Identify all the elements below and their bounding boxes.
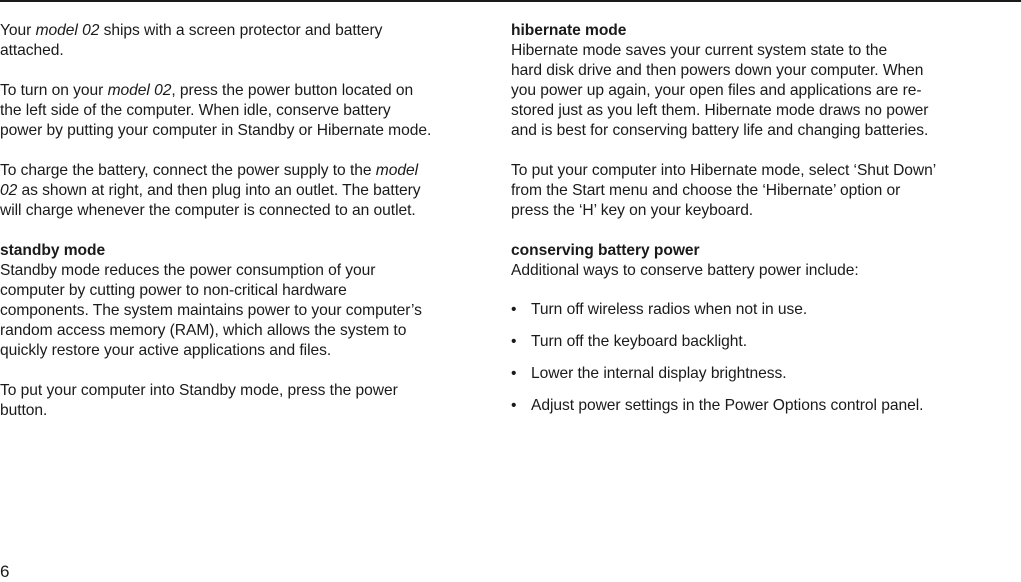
intro-paragraph: Your model 02 ships with a screen protector and battery attached.	[0, 22, 383, 59]
list-item: • Turn off wireless radios when not in use.	[511, 301, 808, 318]
bullet-icon: •	[511, 301, 517, 318]
bullet-icon: •	[511, 365, 517, 382]
list-item: • Lower the internal display brightness.	[511, 365, 787, 382]
standby-heading: standby mode	[0, 242, 106, 259]
top-rule	[0, 0, 1021, 2]
right-column	[511, 21, 1011, 428]
hibernate-instruction-paragraph: To put your computer into Hibernate mode, select ‘Shut Down’ from the Start menu and choose the ‘Hibernate’ option or press the ‘H’ key on your keyboard.	[511, 162, 937, 219]
list-item: • Turn off the keyboard backlight.	[511, 333, 747, 350]
conserving-heading: conserving battery power	[511, 242, 700, 259]
model-name: 02	[0, 182, 18, 199]
bullet-icon: •	[511, 397, 517, 414]
model-name: model 02	[107, 82, 172, 99]
model-name: model 02	[35, 22, 100, 39]
bullet-icon: •	[511, 333, 517, 350]
conserving-bullet-list	[511, 300, 1011, 416]
standby-instruction-paragraph: To put your computer into Standby mode, press the power button.	[0, 382, 398, 419]
hibernate-heading: hibernate mode	[511, 22, 627, 39]
list-item: • Adjust power settings in the Power Options control panel.	[511, 397, 924, 414]
conserving-section: conserving battery power Additional ways to conserve battery power include:	[511, 241, 1011, 281]
left-column	[0, 21, 478, 441]
page-number: 6	[0, 562, 10, 581]
hibernate-section: hibernate mode Hibernate mode saves your current system state to the hard disk drive and then powers down your computer. When you power up again, your open files and applications are re- stored just as you left them. Hibernate mode draws no power and is best for conserving battery life and changing batteries.	[511, 21, 1011, 141]
charging-paragraph: To charge the battery, connect the power supply to the model 02 as shown at right, and then plug into an outlet. The battery will charge whenever the computer is connected to an outlet.	[0, 162, 421, 219]
standby-section: standby mode Standby mode reduces the power consumption of your computer by cutting power to non-critical hardware components. The system maintains power to your computer’s random access memory (RAM), which allows the system to quickly restore your active applications and files.	[0, 241, 478, 361]
model-name: model	[375, 162, 419, 179]
power-on-paragraph: To turn on your model 02, press the power button located on the left side of the computer. When idle, conserve battery power by putting your computer in Standby or Hibernate mode.	[0, 82, 432, 139]
